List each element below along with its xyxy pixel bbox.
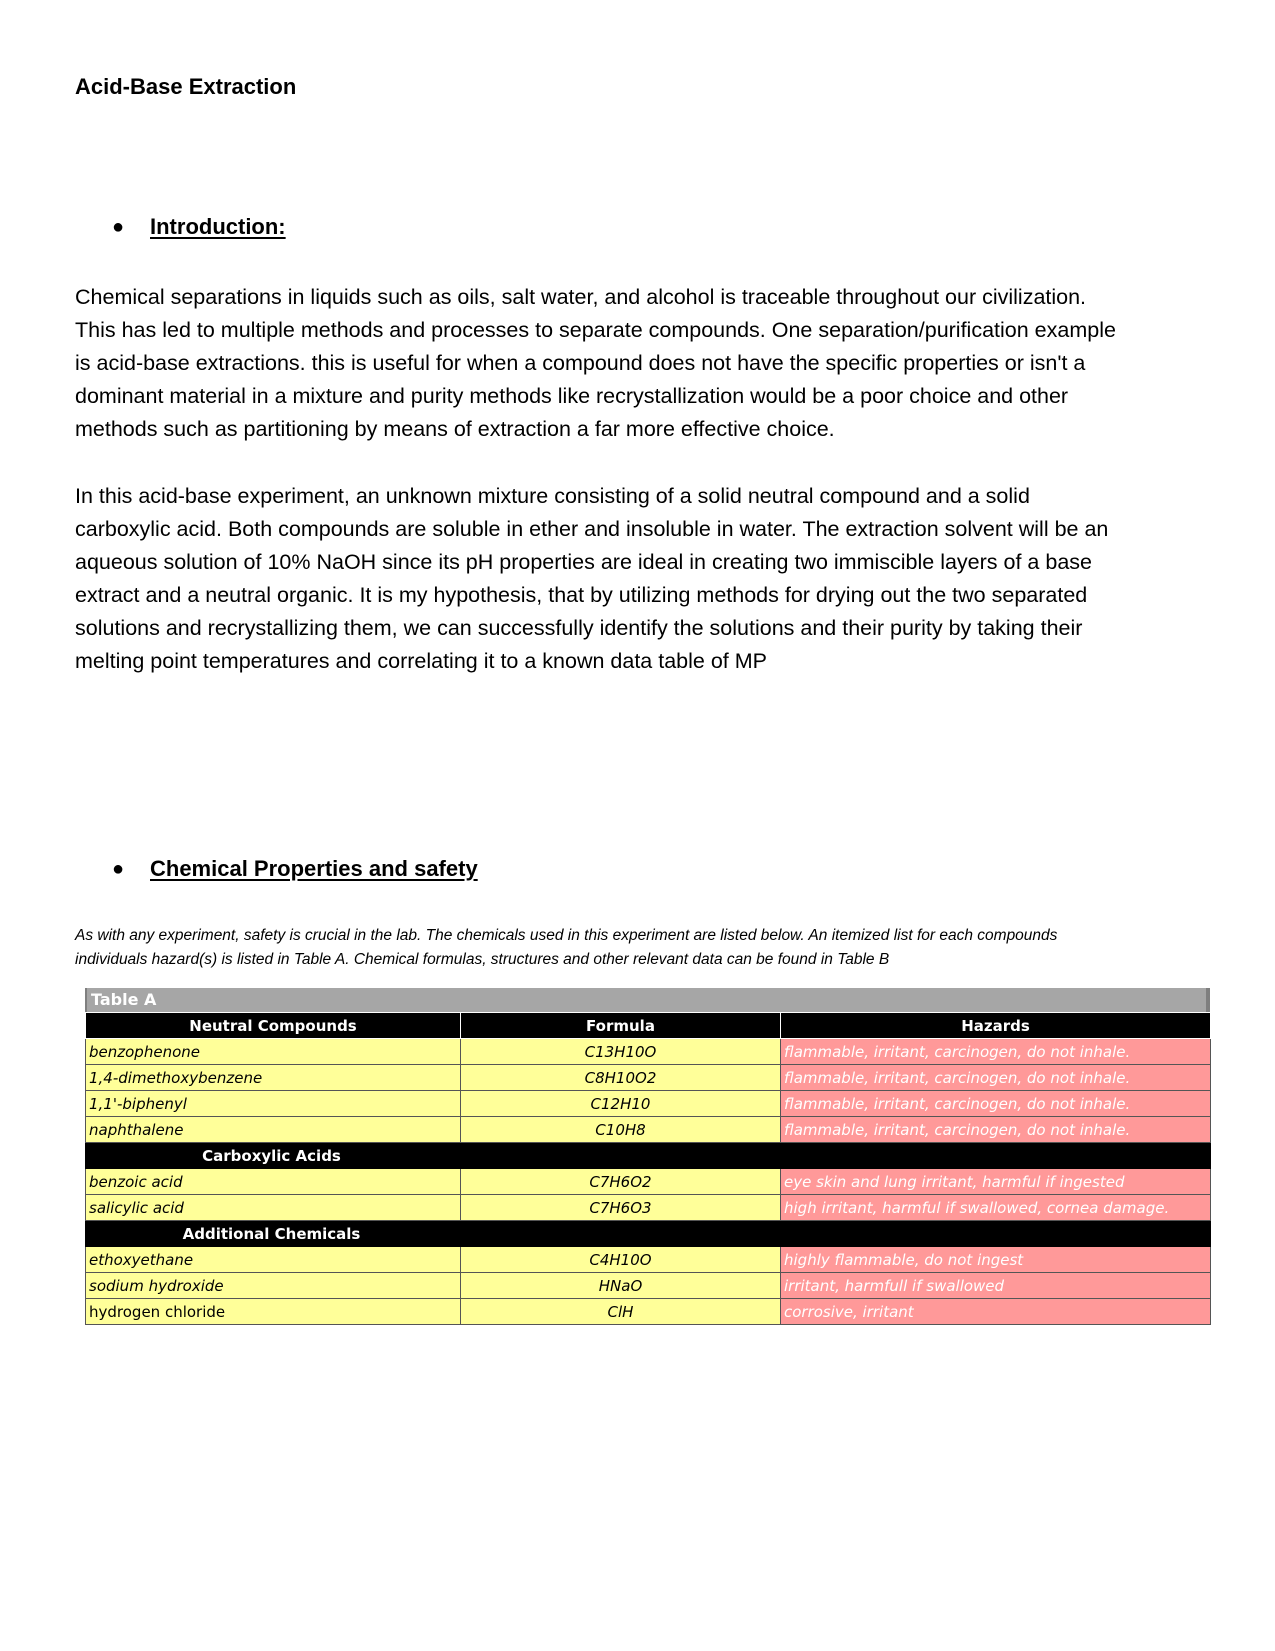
group-row-carboxylic-acids — [86, 1143, 1211, 1169]
table-header-row — [86, 1013, 1211, 1039]
caption-line: individuals hazard(s) is listed in Table A. Chemical formulas, structures and other relevant data can be found in Table B — [75, 951, 890, 968]
compound-name: benzophenone — [86, 1039, 461, 1065]
table-row — [86, 1247, 1211, 1273]
compound-formula: C7H6O3 — [461, 1195, 781, 1221]
compound-hazard: flammable, irritant, carcinogen, do not inhale. — [781, 1039, 1211, 1065]
compound-name: 1,4-dimethoxybenzene — [86, 1065, 461, 1091]
group-heading: Carboxylic Acids — [86, 1143, 461, 1169]
caption-line: As with any experiment, safety is crucial in the lab. The chemicals used in this experiment are listed below. An itemized list for each compounds — [75, 927, 1058, 944]
group-spacer — [461, 1221, 781, 1247]
compound-name: salicylic acid — [86, 1195, 461, 1221]
introduction-heading — [112, 214, 286, 240]
table-row — [86, 1273, 1211, 1299]
compound-formula: C8H10O2 — [461, 1065, 781, 1091]
column-header-hazards: Hazards — [781, 1013, 1211, 1039]
introduction-paragraph-1 — [75, 281, 1205, 446]
compound-formula: C12H10 — [461, 1091, 781, 1117]
introduction-heading-text: Introduction: — [150, 214, 286, 239]
compound-formula: HNaO — [461, 1273, 781, 1299]
column-header-formula: Formula — [461, 1013, 781, 1039]
table-a — [85, 988, 1210, 1325]
safety-heading — [112, 856, 478, 882]
compound-name: 1,1'-biphenyl — [86, 1091, 461, 1117]
compound-hazard: flammable, irritant, carcinogen, do not inhale. — [781, 1091, 1211, 1117]
compound-hazard: flammable, irritant, carcinogen, do not inhale. — [781, 1117, 1211, 1143]
compound-formula: C10H8 — [461, 1117, 781, 1143]
group-heading: Additional Chemicals — [86, 1221, 461, 1247]
compound-formula: C4H10O — [461, 1247, 781, 1273]
compound-hazard: corrosive, irritant — [781, 1299, 1211, 1325]
paragraph-line: aqueous solution of 10% NaOH since its pH properties are ideal in creating two immiscible layers of a base — [75, 550, 1092, 574]
group-spacer — [461, 1143, 781, 1169]
table-row — [86, 1091, 1211, 1117]
document-title: Acid-Base Extraction — [75, 74, 297, 99]
paragraph-line: Chemical separations in liquids such as oils, salt water, and alcohol is traceable throughout our civilization. — [75, 285, 1087, 309]
compound-hazard: irritant, harmfull if swallowed — [781, 1273, 1211, 1299]
compound-name: naphthalene — [86, 1117, 461, 1143]
safety-caption — [75, 924, 1215, 972]
column-header-compounds: Neutral Compounds — [86, 1013, 461, 1039]
introduction-paragraph-2 — [75, 480, 1205, 678]
hazards-table — [85, 1012, 1211, 1325]
bullet-icon: ● — [112, 857, 125, 880]
table-row — [86, 1169, 1211, 1195]
compound-hazard: flammable, irritant, carcinogen, do not inhale. — [781, 1065, 1211, 1091]
table-row — [86, 1039, 1211, 1065]
bullet-icon: ● — [112, 215, 125, 238]
compound-formula: C13H10O — [461, 1039, 781, 1065]
paragraph-line: carboxylic acid. Both compounds are soluble in ether and insoluble in water. The extraction solvent will be an — [75, 517, 1109, 541]
table-row — [86, 1195, 1211, 1221]
compound-hazard: eye skin and lung irritant, harmful if ingested — [781, 1169, 1211, 1195]
paragraph-line: solutions and recrystallizing them, we can successfully identify the solutions and their purity by taking their — [75, 616, 1083, 640]
compound-name: benzoic acid — [86, 1169, 461, 1195]
table-row — [86, 1117, 1211, 1143]
paragraph-line: dominant material in a mixture and purity methods like recrystallization would be a poor choice and other — [75, 384, 1069, 408]
table-row — [86, 1065, 1211, 1091]
paragraph-line: In this acid-base experiment, an unknown mixture consisting of a solid neutral compound and a solid — [75, 484, 1030, 508]
paragraph-line: methods such as partitioning by means of extraction a far more effective choice. — [75, 417, 835, 441]
table-row — [86, 1299, 1211, 1325]
compound-name: hydrogen chloride — [86, 1299, 461, 1325]
group-spacer — [781, 1143, 1211, 1169]
paragraph-line: melting point temperatures and correlating it to a known data table of MP — [75, 649, 767, 673]
compound-name: ethoxyethane — [86, 1247, 461, 1273]
group-spacer — [781, 1221, 1211, 1247]
safety-heading-text: Chemical Properties and safety — [150, 856, 478, 881]
table-a-caption: Table A — [85, 988, 1210, 1012]
paragraph-line: extract and a neutral organic. It is my hypothesis, that by utilizing methods for drying out the two separated — [75, 583, 1088, 607]
paragraph-line: is acid-base extractions. this is useful for when a compound does not have the specific properties or isn't a — [75, 351, 1086, 375]
compound-formula: C7H6O2 — [461, 1169, 781, 1195]
compound-hazard: highly flammable, do not ingest — [781, 1247, 1211, 1273]
group-row-additional-chemicals — [86, 1221, 1211, 1247]
paragraph-line: This has led to multiple methods and processes to separate compounds. One separation/purification example — [75, 318, 1116, 342]
compound-hazard: high irritant, harmful if swallowed, cornea damage. — [781, 1195, 1211, 1221]
compound-name: sodium hydroxide — [86, 1273, 461, 1299]
compound-formula: ClH — [461, 1299, 781, 1325]
